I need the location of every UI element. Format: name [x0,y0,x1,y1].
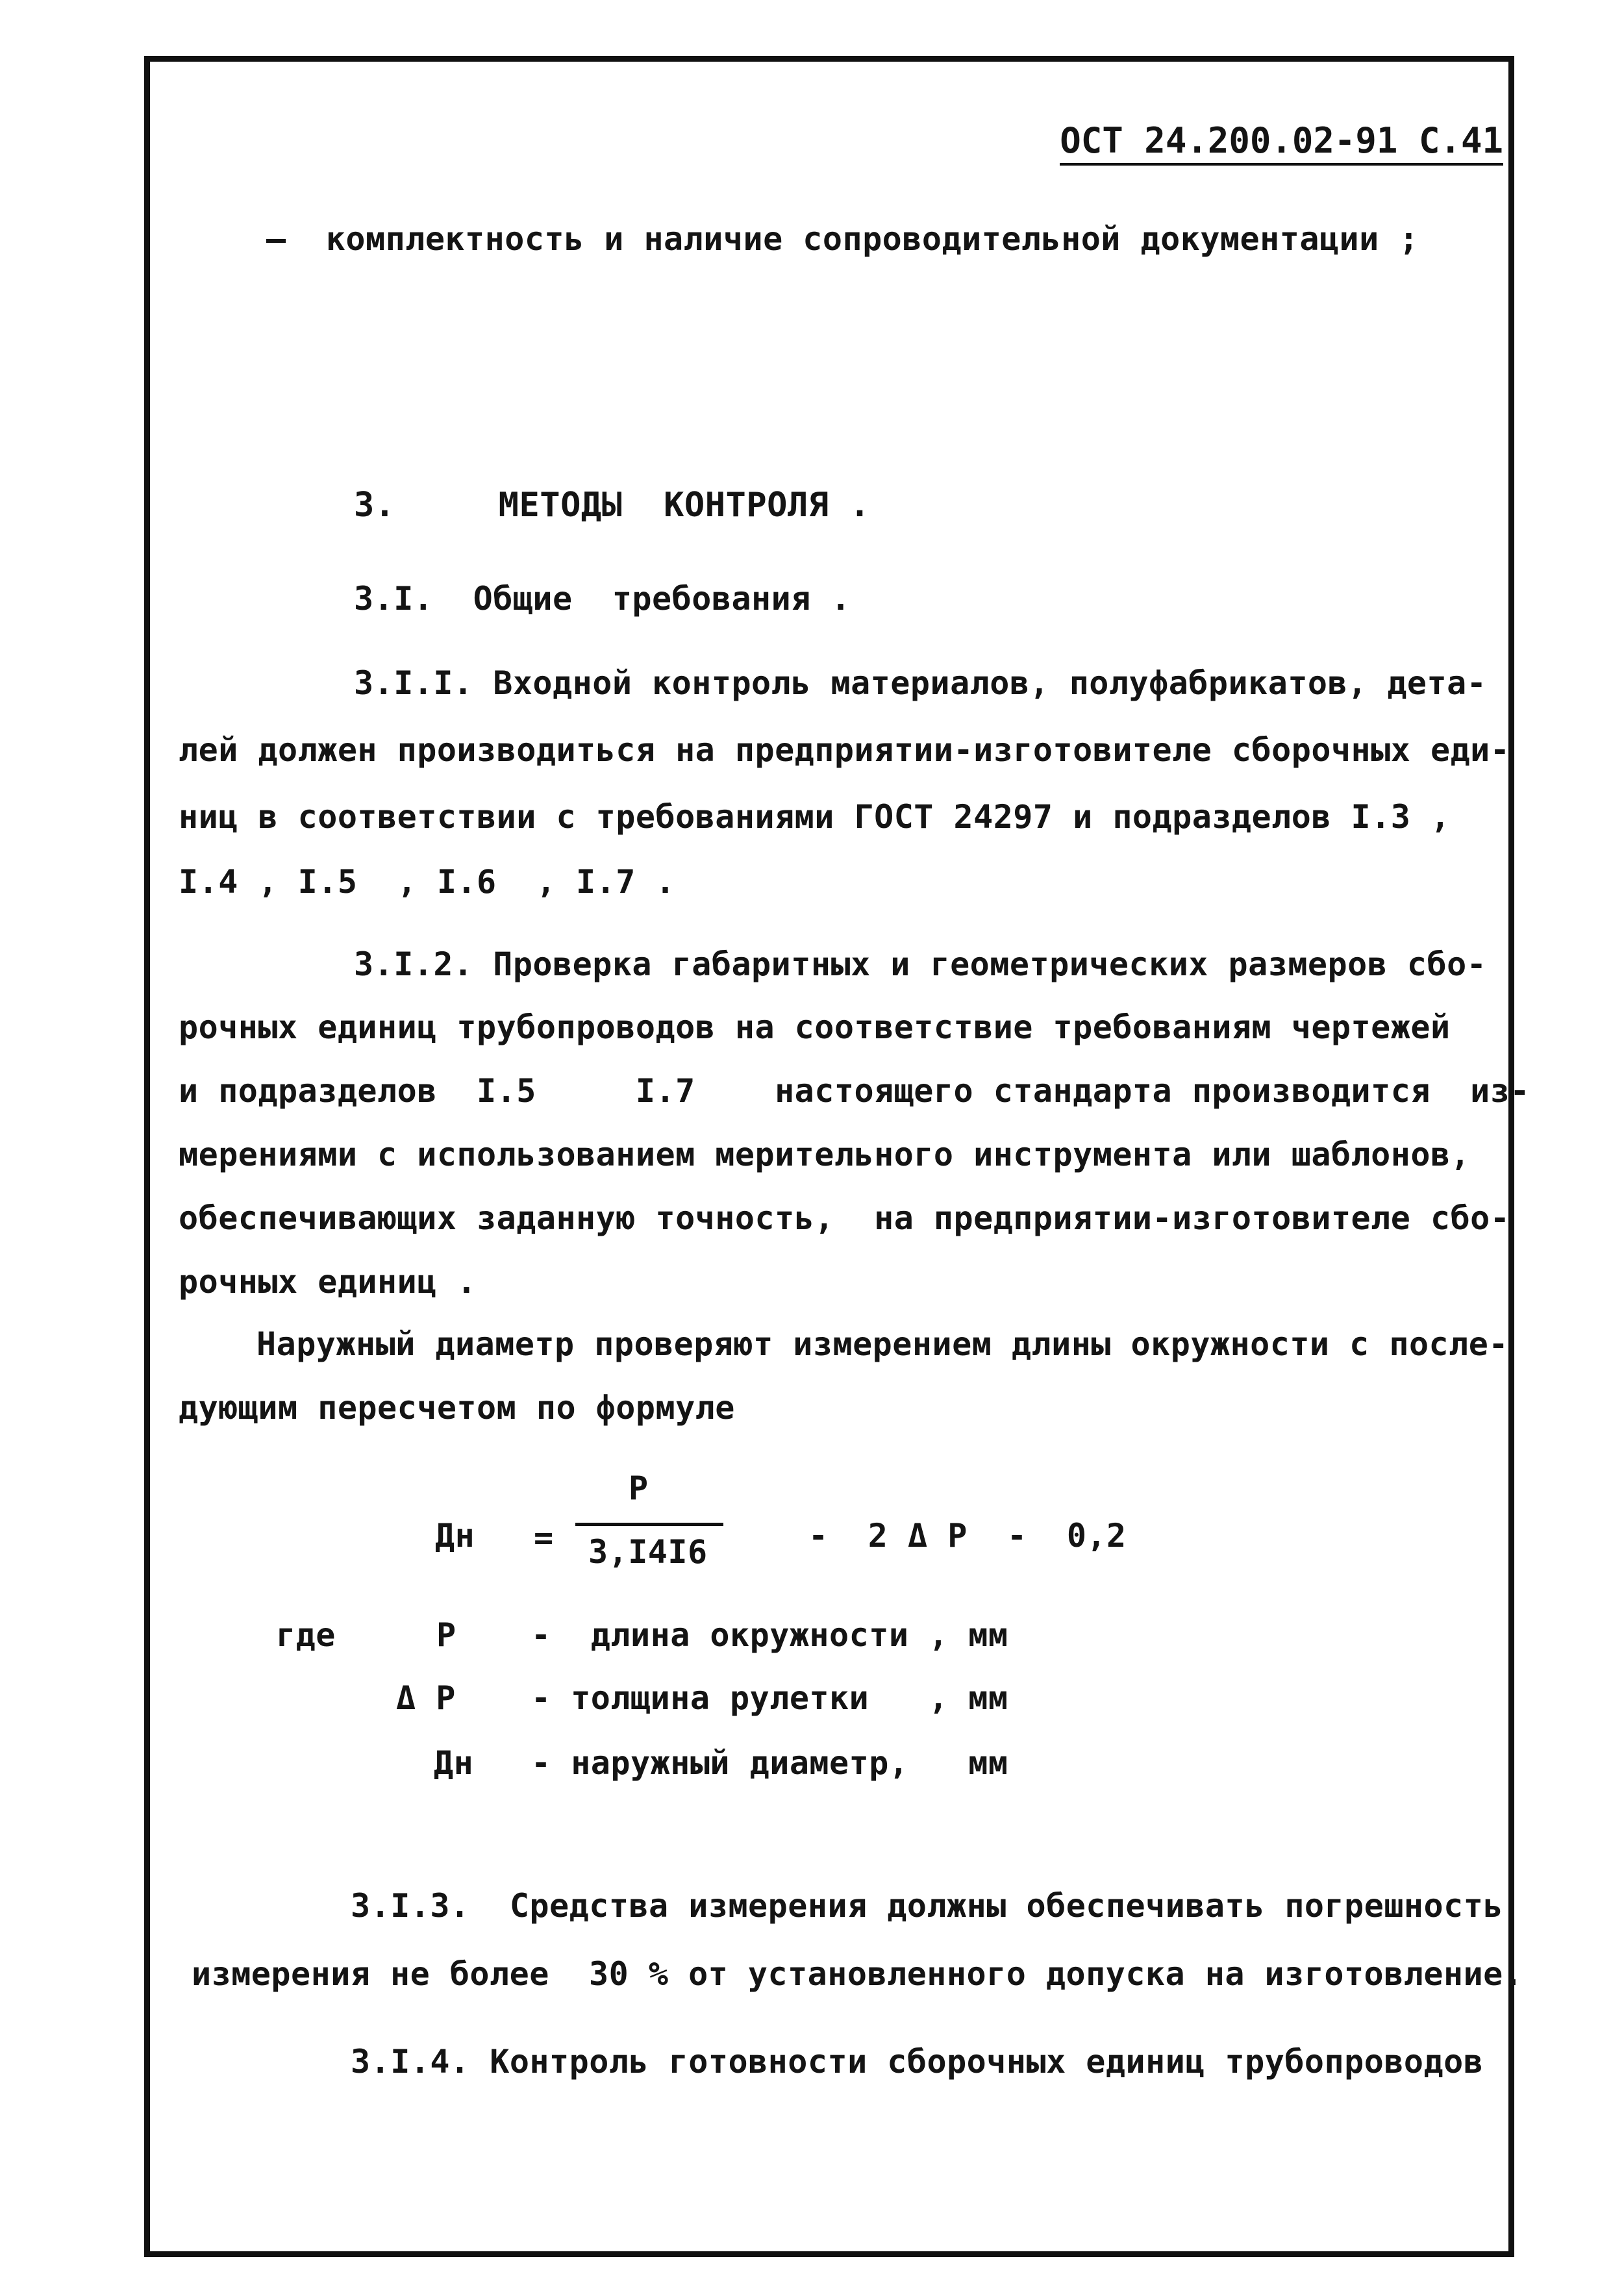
paragraph-3-1-1-line-4: I.4 , I.5 , I.6 , I.7 . [179,863,676,901]
paragraph-3-1-2-line-1: 3.I.2. Проверка габаритных и геометрических размеров сбо- [354,945,1487,983]
legend-desc-delta-p: - толщина рулетки , мм [531,1679,1008,1717]
paragraph-3-1-2-line-5: обеспечивающих заданную точность, на предприятии-изготовителе сбо- [179,1199,1510,1237]
legend-symbol-delta-p: Δ P [396,1679,456,1717]
subsection-heading: 3.I. Общие требования . [354,580,851,618]
paragraph-3-1-1-line-2: лей должен производиться на предприятии-изготовителе сборочных еди- [179,731,1510,769]
formula-numerator: P [629,1469,649,1507]
formula-rest: - 2 Δ P - 0,2 [808,1517,1127,1555]
formula-denominator: 3,I4I6 [588,1533,708,1571]
diameter-paragraph-line-2: дующим пересчетом по формуле [179,1389,735,1427]
formula-equals: = [534,1519,554,1556]
diameter-paragraph-line-1: Наружный диаметр проверяют измерением длины окружности с после- [256,1325,1508,1363]
paragraph-3-1-3-line-2: измерения не более 30 % от установленного допуска на изготовление. [192,1955,1523,1993]
legend-desc-p: - длина окружности , мм [531,1616,1008,1654]
legend-where: где [276,1616,336,1654]
paragraph-3-1-2-line-3: и подразделов I.5 I.7 настоящего стандарта производится из- [179,1072,1530,1110]
document-code: ОСТ 24.200.02-91 С.41 [1060,120,1503,166]
paragraph-3-1-4-line-1: 3.I.4. Контроль готовности сборочных единиц трубопроводов [351,2043,1484,2081]
section-heading: 3. МЕТОДЫ КОНТРОЛЯ . [354,486,871,525]
formula-lhs: Дн [435,1517,475,1555]
legend-symbol-p: P [436,1616,456,1654]
list-item-completeness: – комплектность и наличие сопроводительной документации ; [266,220,1419,258]
paragraph-3-1-2-line-6: рочных единиц . [179,1263,477,1301]
paragraph-3-1-2-line-4: мерениями с использованием мерительного инструмента или шаблонов, [179,1136,1471,1173]
paragraph-3-1-3-line-1: 3.I.3. Средства измерения должны обеспечивать погрешность [351,1887,1503,1925]
fraction-bar [575,1523,723,1526]
paragraph-3-1-1-line-1: 3.I.I. Входной контроль материалов, полуфабрикатов, дета- [354,664,1487,702]
legend-desc-dn: - наружный диаметр, мм [531,1744,1008,1782]
legend-symbol-dn: Дн [434,1744,474,1782]
paragraph-3-1-1-line-3: ниц в соответствии с требованиями ГОСТ 24297 и подразделов I.3 , [179,798,1451,836]
paragraph-3-1-2-line-2: рочных единиц трубопроводов на соответствие требованиям чертежей [179,1008,1451,1046]
